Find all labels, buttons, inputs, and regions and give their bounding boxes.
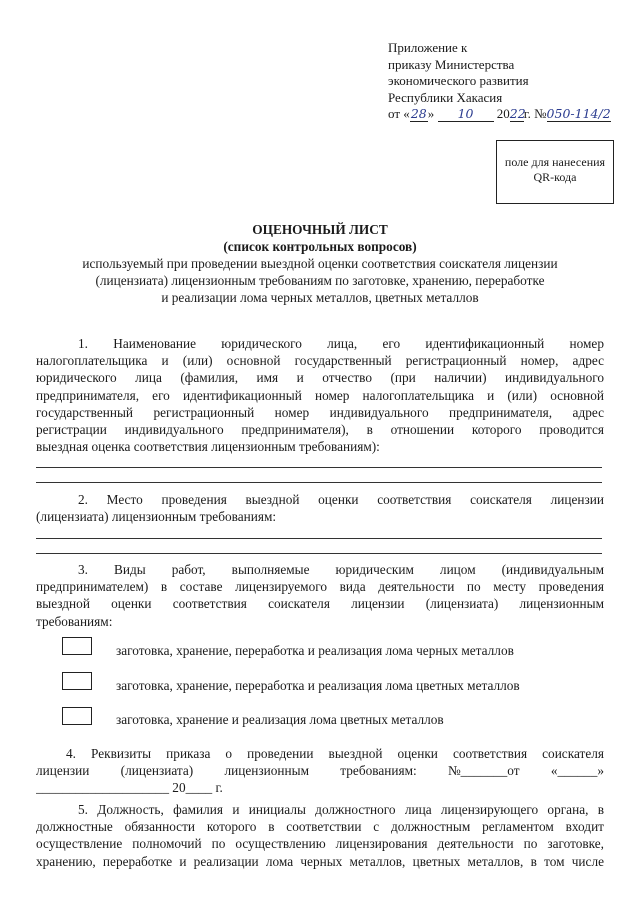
section-1-line: предпринимателя, его идентификационный номер налогоплательщика и (или) основной	[36, 387, 604, 403]
document-description-1: используемый при проведении выездной оценки соответствия соискателя лицензии	[82, 256, 558, 271]
section-4-word: лицензионным	[224, 763, 309, 779]
option-ferrous-full-label: заготовка, хранение, переработка и реализация лома черных металлов	[116, 643, 514, 658]
section-1-answer-line[interactable]	[36, 482, 602, 483]
section-1-line: выездная оценка соответствия лицензионным требованиям):	[36, 439, 380, 455]
qr-code-field	[496, 140, 614, 204]
section-1-answer-line[interactable]	[36, 467, 602, 468]
section-3-line: 3. Виды работ, выполняемые юридическим лицом (индивидуальным	[78, 562, 604, 577]
annex-month: 10	[438, 107, 494, 122]
section-1-line: регистрации индивидуального предпринимателя), в отношении которого проводится	[36, 422, 604, 438]
annex-year-suffix: 22	[509, 106, 526, 121]
section-1-line: 1. Наименование юридического лица, его идентификационный номер	[78, 336, 604, 351]
annex-line-1: Приложение к	[388, 40, 468, 55]
annex-quote-close: »	[427, 106, 435, 121]
annex-number-sign: №	[534, 106, 547, 121]
option-nonferrous-storage-label: заготовка, хранение и реализация лома цветных металлов	[116, 712, 444, 727]
section-1-line: налогоплательщика и (или) основной государственный регистрационный номер, адрес	[36, 353, 604, 369]
annex-date-line	[388, 106, 628, 123]
checkbox-nonferrous-storage[interactable]	[62, 707, 92, 725]
section-4-line: 4. Реквизиты приказа о проведении выездной оценки соответствия соискателя	[66, 746, 604, 761]
checkbox-ferrous-full[interactable]	[62, 637, 92, 655]
section-2-answer-line[interactable]	[36, 553, 602, 554]
section-4-line-2	[36, 762, 604, 779]
annex-line-4: Республики Хакасия	[388, 89, 503, 105]
section-5-line: осуществление полномочий по осуществлению лицензирования деятельности по заготовке,	[36, 836, 604, 852]
annex-day: 28	[410, 106, 427, 121]
order-day-field[interactable]: «______»	[550, 763, 604, 779]
section-3-line: выездной оценки соответствия соискателя лицензии (лицензиата) лицензионным	[36, 596, 604, 612]
section-3-text	[36, 561, 604, 630]
annex-line-2: приказу Министерства	[388, 56, 515, 72]
document-title: ОЦЕНОЧНЫЙ ЛИСТ	[252, 222, 388, 237]
section-1-line: государственный регистрационный номер индивидуального предпринимателя, адрес	[36, 404, 604, 420]
section-5-line: хранению, переработке и реализации лома черных металлов, цветных металлов, в том числе	[36, 853, 604, 869]
section-3-line: предпринимателем) в составе лицензируемого вида деятельности по месту проведения	[36, 579, 604, 595]
section-2-text	[36, 491, 604, 525]
qr-field-label-2: QR-кода	[533, 170, 577, 184]
annex-line-3: экономического развития	[388, 73, 529, 88]
annex-year-word: г.	[523, 106, 531, 121]
annex-number: 050-114/2	[546, 106, 611, 121]
section-3-line: требованиям:	[36, 613, 113, 629]
section-4-word: требованиям:	[340, 763, 417, 779]
annex-block	[388, 40, 628, 123]
document-subtitle: (список контрольных вопросов)	[223, 239, 417, 254]
option-nonferrous-full-label: заготовка, хранение, переработка и реализация лома цветных металлов	[116, 678, 520, 693]
order-month-year-field[interactable]: ____________________ 20____ г.	[36, 780, 223, 796]
section-5-text	[36, 801, 604, 870]
document-description-2: (лицензиата) лицензионным требованиям по заготовке, хранению, переработке	[95, 273, 545, 288]
section-4-word: (лицензиата)	[120, 763, 194, 779]
annex-from-prefix: от «	[388, 106, 410, 121]
section-5-line: должностные обязанности которого в соответствии с должностным регламентом входит	[36, 819, 604, 835]
checkbox-nonferrous-full[interactable]	[62, 672, 92, 690]
section-2-answer-line[interactable]	[36, 538, 602, 539]
section-2-line: (лицензиата) лицензионным требованиям:	[36, 509, 277, 525]
section-5-line: 5. Должность, фамилия и инициалы должностного лица лицензирующего органа, в	[78, 802, 604, 817]
qr-field-label-1: поле для нанесения	[504, 155, 606, 169]
document-description-3: и реализации лома черных металлов, цветных металлов	[161, 290, 479, 305]
order-number-field[interactable]: №_______от	[448, 763, 520, 779]
section-1-line: юридического лица (фамилия, имя и отчество (при наличии) индивидуального	[36, 370, 604, 386]
section-4-text	[36, 745, 604, 797]
section-1-text	[36, 335, 604, 455]
section-4-word: лицензии	[36, 763, 90, 779]
section-2-line: 2. Место проведения выездной оценки соответствия соискателя лицензии	[78, 492, 604, 507]
annex-year-prefix: 20	[496, 106, 510, 121]
